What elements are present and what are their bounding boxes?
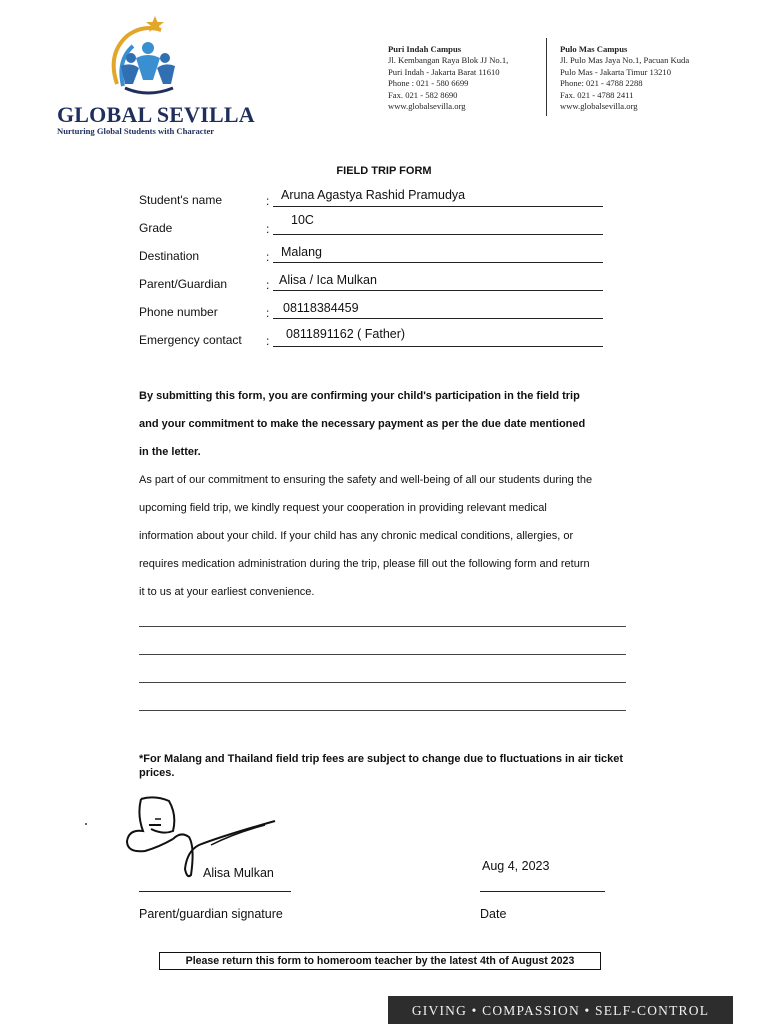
campus-website: www.globalsevilla.org xyxy=(388,101,466,112)
date-label: Date xyxy=(480,907,507,921)
form-title: FIELD TRIP FORM xyxy=(336,165,432,177)
field-value-student-name: Aruna Agastya Rashid Pramudya xyxy=(281,188,466,202)
medical-info-blank-line[interactable] xyxy=(139,710,626,711)
signer-name: Alisa Mulkan xyxy=(203,866,274,880)
field-label-grade: Grade xyxy=(139,221,173,235)
field-label-parent-guardian: Parent/Guardian xyxy=(139,277,228,291)
field-label-destination: Destination xyxy=(139,249,200,263)
paragraph-line: in the letter. xyxy=(139,446,201,458)
date-line[interactable] xyxy=(480,891,605,892)
field-value-grade: 10C xyxy=(291,213,314,227)
date-value: Aug 4, 2023 xyxy=(482,859,550,873)
medical-info-blank-line[interactable] xyxy=(139,654,626,655)
paragraph-line: As part of our commitment to ensuring the safety and well-being of all our students during the xyxy=(139,474,593,486)
field-underline xyxy=(273,290,603,291)
signature-label: Parent/guardian signature xyxy=(139,907,283,921)
campus-website: www.globalsevilla.org xyxy=(560,101,638,112)
field-label-emergency-contact: Emergency contact xyxy=(139,333,242,347)
field-colon: : xyxy=(266,306,270,320)
logo-emblem-icon xyxy=(103,14,193,100)
field-underline xyxy=(273,234,603,235)
field-label-phone-number: Phone number xyxy=(139,305,218,319)
paragraph-line: and your commitment to make the necessary payment as per the due date mentioned xyxy=(139,418,586,430)
paragraph-line: information about your child. If your child has any chronic medical conditions, allergies, or xyxy=(139,530,574,542)
field-colon: : xyxy=(266,222,270,236)
field-value-destination: Malang xyxy=(281,245,322,259)
field-underline xyxy=(273,262,603,263)
campus-fax: Fax. 021 - 582 8690 xyxy=(388,89,458,100)
school-name: GLOBAL SEVILLA xyxy=(57,102,255,127)
confirmation-paragraph xyxy=(139,382,631,466)
campus-address-line: Jl. Kembangan Raya Blok JJ No.1, xyxy=(388,55,509,66)
school-logo xyxy=(55,14,255,139)
campus-pulo-mas xyxy=(560,44,730,112)
fee-note: *For Malang and Thailand field trip fees are subject to change due to fluctuations in air ticket prices. xyxy=(139,753,624,779)
campus-puri-indah xyxy=(388,44,543,112)
medical-info-paragraph xyxy=(139,466,631,606)
medical-info-blank-line[interactable] xyxy=(139,626,626,627)
field-colon: : xyxy=(266,334,270,348)
stray-mark xyxy=(85,823,87,825)
campus-divider xyxy=(546,38,547,116)
signature-line[interactable] xyxy=(139,891,291,892)
field-label-student-name: Student's name xyxy=(139,193,223,207)
field-underline xyxy=(273,318,603,319)
campus-phone: Phone : 021 - 580 6699 xyxy=(388,78,469,89)
field-underline xyxy=(273,346,603,347)
paragraph-line: upcoming field trip, we kindly request your cooperation in providing relevant medical xyxy=(139,502,547,514)
paragraph-line: it to us at your earliest convenience. xyxy=(139,586,315,598)
campus-address-line: Puri Indah - Jakarta Barat 11610 xyxy=(388,66,500,77)
campus-phone: Phone: 021 - 4788 2288 xyxy=(560,78,643,89)
field-underline xyxy=(273,206,603,207)
paragraph-line: By submitting this form, you are confirming your child's participation in the field trip xyxy=(139,390,580,402)
footer-values-bar: GIVING • COMPASSION • SELF-CONTROL xyxy=(388,996,733,1024)
field-value-phone-number: 08118384459 xyxy=(283,301,359,315)
campus-name: Pulo Mas Campus xyxy=(560,44,628,54)
field-value-emergency-contact: 0811891162 ( Father) xyxy=(286,327,406,341)
field-value-parent-guardian: Alisa / Ica Mulkan xyxy=(279,273,377,287)
return-notice: Please return this form to homeroom teacher by the latest 4th of August 2023 xyxy=(159,952,601,970)
medical-info-blank-line[interactable] xyxy=(139,682,626,683)
field-colon: : xyxy=(266,194,270,208)
campus-address-line: Jl. Pulo Mas Jaya No.1, Pacuan Kuda xyxy=(560,55,690,66)
field-colon: : xyxy=(266,250,270,264)
campus-address-line: Pulo Mas - Jakarta Timur 13210 xyxy=(560,66,672,77)
field-colon: : xyxy=(266,278,270,292)
paragraph-line: requires medication administration during the trip, please fill out the following form and return xyxy=(139,558,590,570)
campus-name: Puri Indah Campus xyxy=(388,44,462,54)
school-tagline: Nurturing Global Students with Character xyxy=(57,126,215,136)
campus-fax: Fax. 021 - 4788 2411 xyxy=(560,89,634,100)
